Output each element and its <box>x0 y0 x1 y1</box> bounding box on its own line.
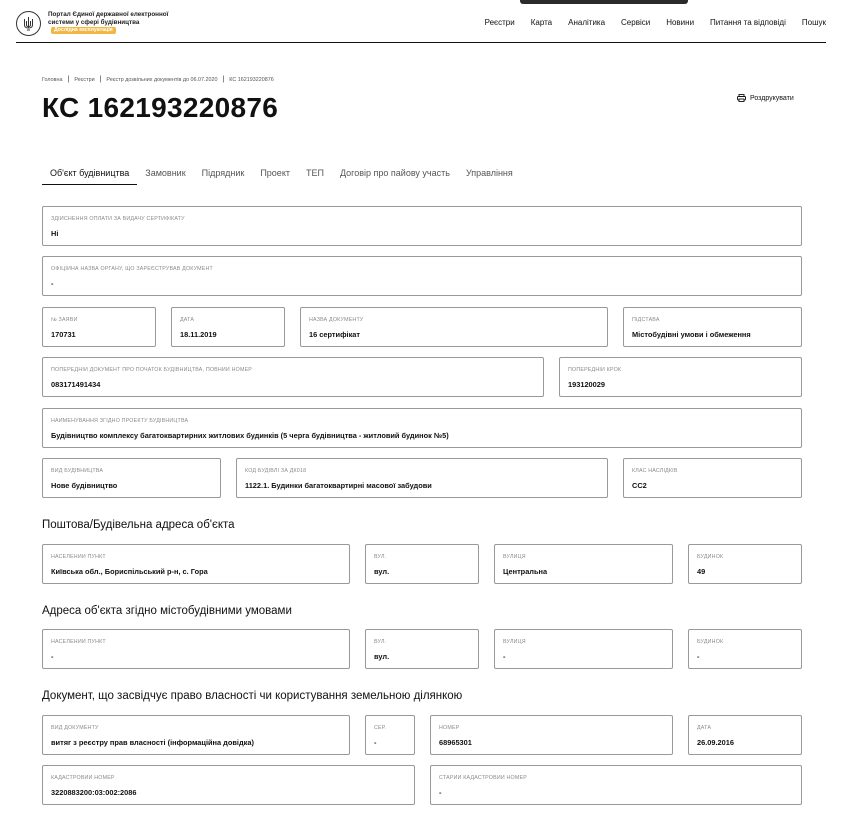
postal-address-heading: Поштова/Будівельна адреса об'єкта <box>42 519 235 531</box>
field-label: ВУЛИЦЯ <box>503 554 526 560</box>
field-value: Містобудівні умови і обмеження <box>632 330 751 339</box>
field-value: 16 сертифікат <box>309 330 361 339</box>
page-title: КС 162193220876 <box>42 92 279 123</box>
application-number-field <box>42 307 156 347</box>
field-value: вул. <box>374 567 390 576</box>
land-document-type-field <box>42 715 350 755</box>
field-value: Центральна <box>503 567 548 576</box>
previous-document-field <box>42 357 544 397</box>
field-value: - <box>439 788 442 797</box>
field-label: ВУЛИЦЯ <box>503 639 526 645</box>
field-label: НАЗВА ДОКУМЕНТУ <box>309 317 364 323</box>
nav-item-registries[interactable]: Реєстри <box>484 18 515 27</box>
nav-item-map[interactable]: Карта <box>530 18 553 27</box>
field-value: 26.09.2016 <box>697 738 734 747</box>
field-value: Київська обл., Бориспільський р-н, с. Гора <box>51 567 208 576</box>
field-label: НОМЕР <box>439 725 460 731</box>
breadcrumb-home[interactable]: Головна <box>42 76 63 83</box>
field-value: СС2 <box>632 481 647 490</box>
trident-logo-icon[interactable] <box>16 11 41 36</box>
project-name-field <box>42 408 802 448</box>
field-value: витяг з реєстру прав власності (інформаційна довідка) <box>51 738 254 747</box>
land-document-date-field <box>688 715 802 755</box>
field-label: КЛАС НАСЛІДКІВ <box>632 468 678 474</box>
postal-building-field <box>688 544 802 584</box>
field-value: вул. <box>374 652 390 661</box>
old-cadastral-number-field <box>430 765 802 805</box>
field-label: ПОПЕРЕДНІЙ ДОКУМЕНТ ПРО ПОЧАТОК БУДІВНИЦТВА, ПОВНИЙ НОМЕР <box>51 367 253 373</box>
nav-item-analytics[interactable]: Аналітика <box>568 18 606 27</box>
previous-step-field <box>559 357 802 397</box>
field-label: НАЙМЕНУВАННЯ ЗГІДНО ПРОЕКТУ БУДІВНИЦТВА <box>51 418 189 424</box>
field-value: 18.11.2019 <box>180 330 217 339</box>
field-label: ПОПЕРЕДНІЙ КРОК <box>568 367 622 373</box>
tab-object[interactable]: Об'єкт будівництва <box>42 166 137 185</box>
site-header <box>16 9 826 43</box>
nav-item-search[interactable]: Пошук <box>801 18 826 27</box>
building-code-field <box>236 458 608 498</box>
field-label: ДАТА <box>180 317 195 323</box>
field-label: ВИД ДОКУМЕНТУ <box>51 725 99 731</box>
construction-type-field <box>42 458 221 498</box>
field-value: - <box>697 652 700 661</box>
tab-customer[interactable]: Замовник <box>145 168 186 178</box>
tab-project[interactable]: Проект <box>260 168 290 178</box>
postal-street-type-field <box>365 544 479 584</box>
land-document-heading: Документ, що засвідчує право власності чи користування земельною ділянкою <box>42 690 463 702</box>
payment-field <box>42 206 802 246</box>
consequence-class-field <box>623 458 802 498</box>
field-label: ПІДСТАВА <box>632 317 660 323</box>
field-label: НАСЕЛЕНИЙ ПУНКТ <box>51 554 106 560</box>
main-nav <box>485 18 826 27</box>
field-label: КОД БУДІВЛІ ЗА ДК018 <box>245 468 307 474</box>
document-name-field <box>300 307 608 347</box>
urban-street-type-field <box>365 629 479 669</box>
print-label: Роздрукувати <box>750 94 794 102</box>
field-value: 170731 <box>51 330 76 339</box>
field-label: ВУЛ. <box>374 554 387 560</box>
field-label: СЕР. <box>374 725 387 731</box>
beta-badge: Дослідна експлуатація <box>51 27 116 34</box>
land-document-number-field <box>430 715 673 755</box>
field-value: 3220883200:03:002:2086 <box>51 788 137 797</box>
field-label: ОФІЦІЙНА НАЗВА ОРГАНУ, ЩО ЗАРЕЄСТРУВАВ ДОКУМЕНТ <box>51 266 213 272</box>
urban-locality-field <box>42 629 350 669</box>
print-button[interactable] <box>737 94 794 102</box>
field-label: ВИД БУДІВНИЦТВА <box>51 468 104 474</box>
field-label: НАСЕЛЕНИЙ ПУНКТ <box>51 639 106 645</box>
tab-management[interactable]: Управління <box>465 168 513 178</box>
field-label: БУДИНОК <box>697 554 724 560</box>
field-value: - <box>374 738 377 747</box>
field-value: 193120029 <box>568 380 605 389</box>
field-value: 083171491434 <box>51 380 101 389</box>
urban-street-field <box>494 629 673 669</box>
field-value: Ні <box>51 229 59 238</box>
tab-contractor[interactable]: Підрядник <box>201 168 245 178</box>
tabs <box>42 166 521 185</box>
basis-field <box>623 307 802 347</box>
field-value: 1122.1. Будинки багатоквартирні масової забудови <box>245 481 432 490</box>
field-label: № ЗАЯВИ <box>51 317 78 323</box>
field-label: БУДИНОК <box>697 639 724 645</box>
field-label: ДАТА <box>697 725 712 731</box>
field-label: СТАРИЙ КАДАСТРОВИЙ НОМЕР <box>439 775 527 781</box>
field-label: ЗДІЙСНЕННЯ ОПЛАТИ ЗА ВИДАЧУ СЕРТИФІКАТУ <box>51 216 185 222</box>
field-value: Нове будівництво <box>51 481 118 490</box>
date-field <box>171 307 285 347</box>
postal-street-field <box>494 544 673 584</box>
field-label: ВУЛ. <box>374 639 387 645</box>
urban-building-field <box>688 629 802 669</box>
breadcrumb-current: КС 162193220876 <box>229 76 274 83</box>
portal-title[interactable]: Портал Єдиної державної електронної системи у сфері будівництваДослідна експлуатація <box>48 11 169 33</box>
field-value: - <box>51 279 54 288</box>
tab-share-agreement[interactable]: Договір про пайову участь <box>339 168 450 178</box>
field-value: 68965301 <box>439 738 472 747</box>
breadcrumb-registries[interactable]: Реєстри <box>74 76 95 83</box>
field-value: - <box>503 652 506 661</box>
breadcrumb: Головна | Реєстри | Реєстр дозвільних документів до 06.07.2020 | КС 162193220876 <box>42 76 274 83</box>
postal-locality-field <box>42 544 350 584</box>
browser-tab-indicator <box>520 0 688 4</box>
breadcrumb-registry[interactable]: Реєстр дозвільних документів до 06.07.2020 <box>106 76 218 83</box>
field-label: КАДАСТРОВИЙ НОМЕР <box>51 775 115 781</box>
tab-tep[interactable]: ТЕП <box>305 168 324 178</box>
land-document-series-field <box>365 715 415 755</box>
cadastral-number-field <box>42 765 415 805</box>
org-name-field <box>42 256 802 296</box>
nav-item-services[interactable]: Сервіси <box>621 18 651 27</box>
field-value: - <box>51 652 54 661</box>
field-value: 49 <box>697 567 706 576</box>
nav-item-faq[interactable]: Питання та відповіді <box>710 18 786 27</box>
nav-item-news[interactable]: Новини <box>666 18 695 27</box>
printer-icon <box>737 94 746 102</box>
urban-address-heading: Адреса об'єкта згідно містобудівними умовами <box>42 605 292 617</box>
field-value: Будівництво комплексу багатоквартирних житлових будинків (5 черга будівництва - житловий будинок №5) <box>51 431 449 440</box>
